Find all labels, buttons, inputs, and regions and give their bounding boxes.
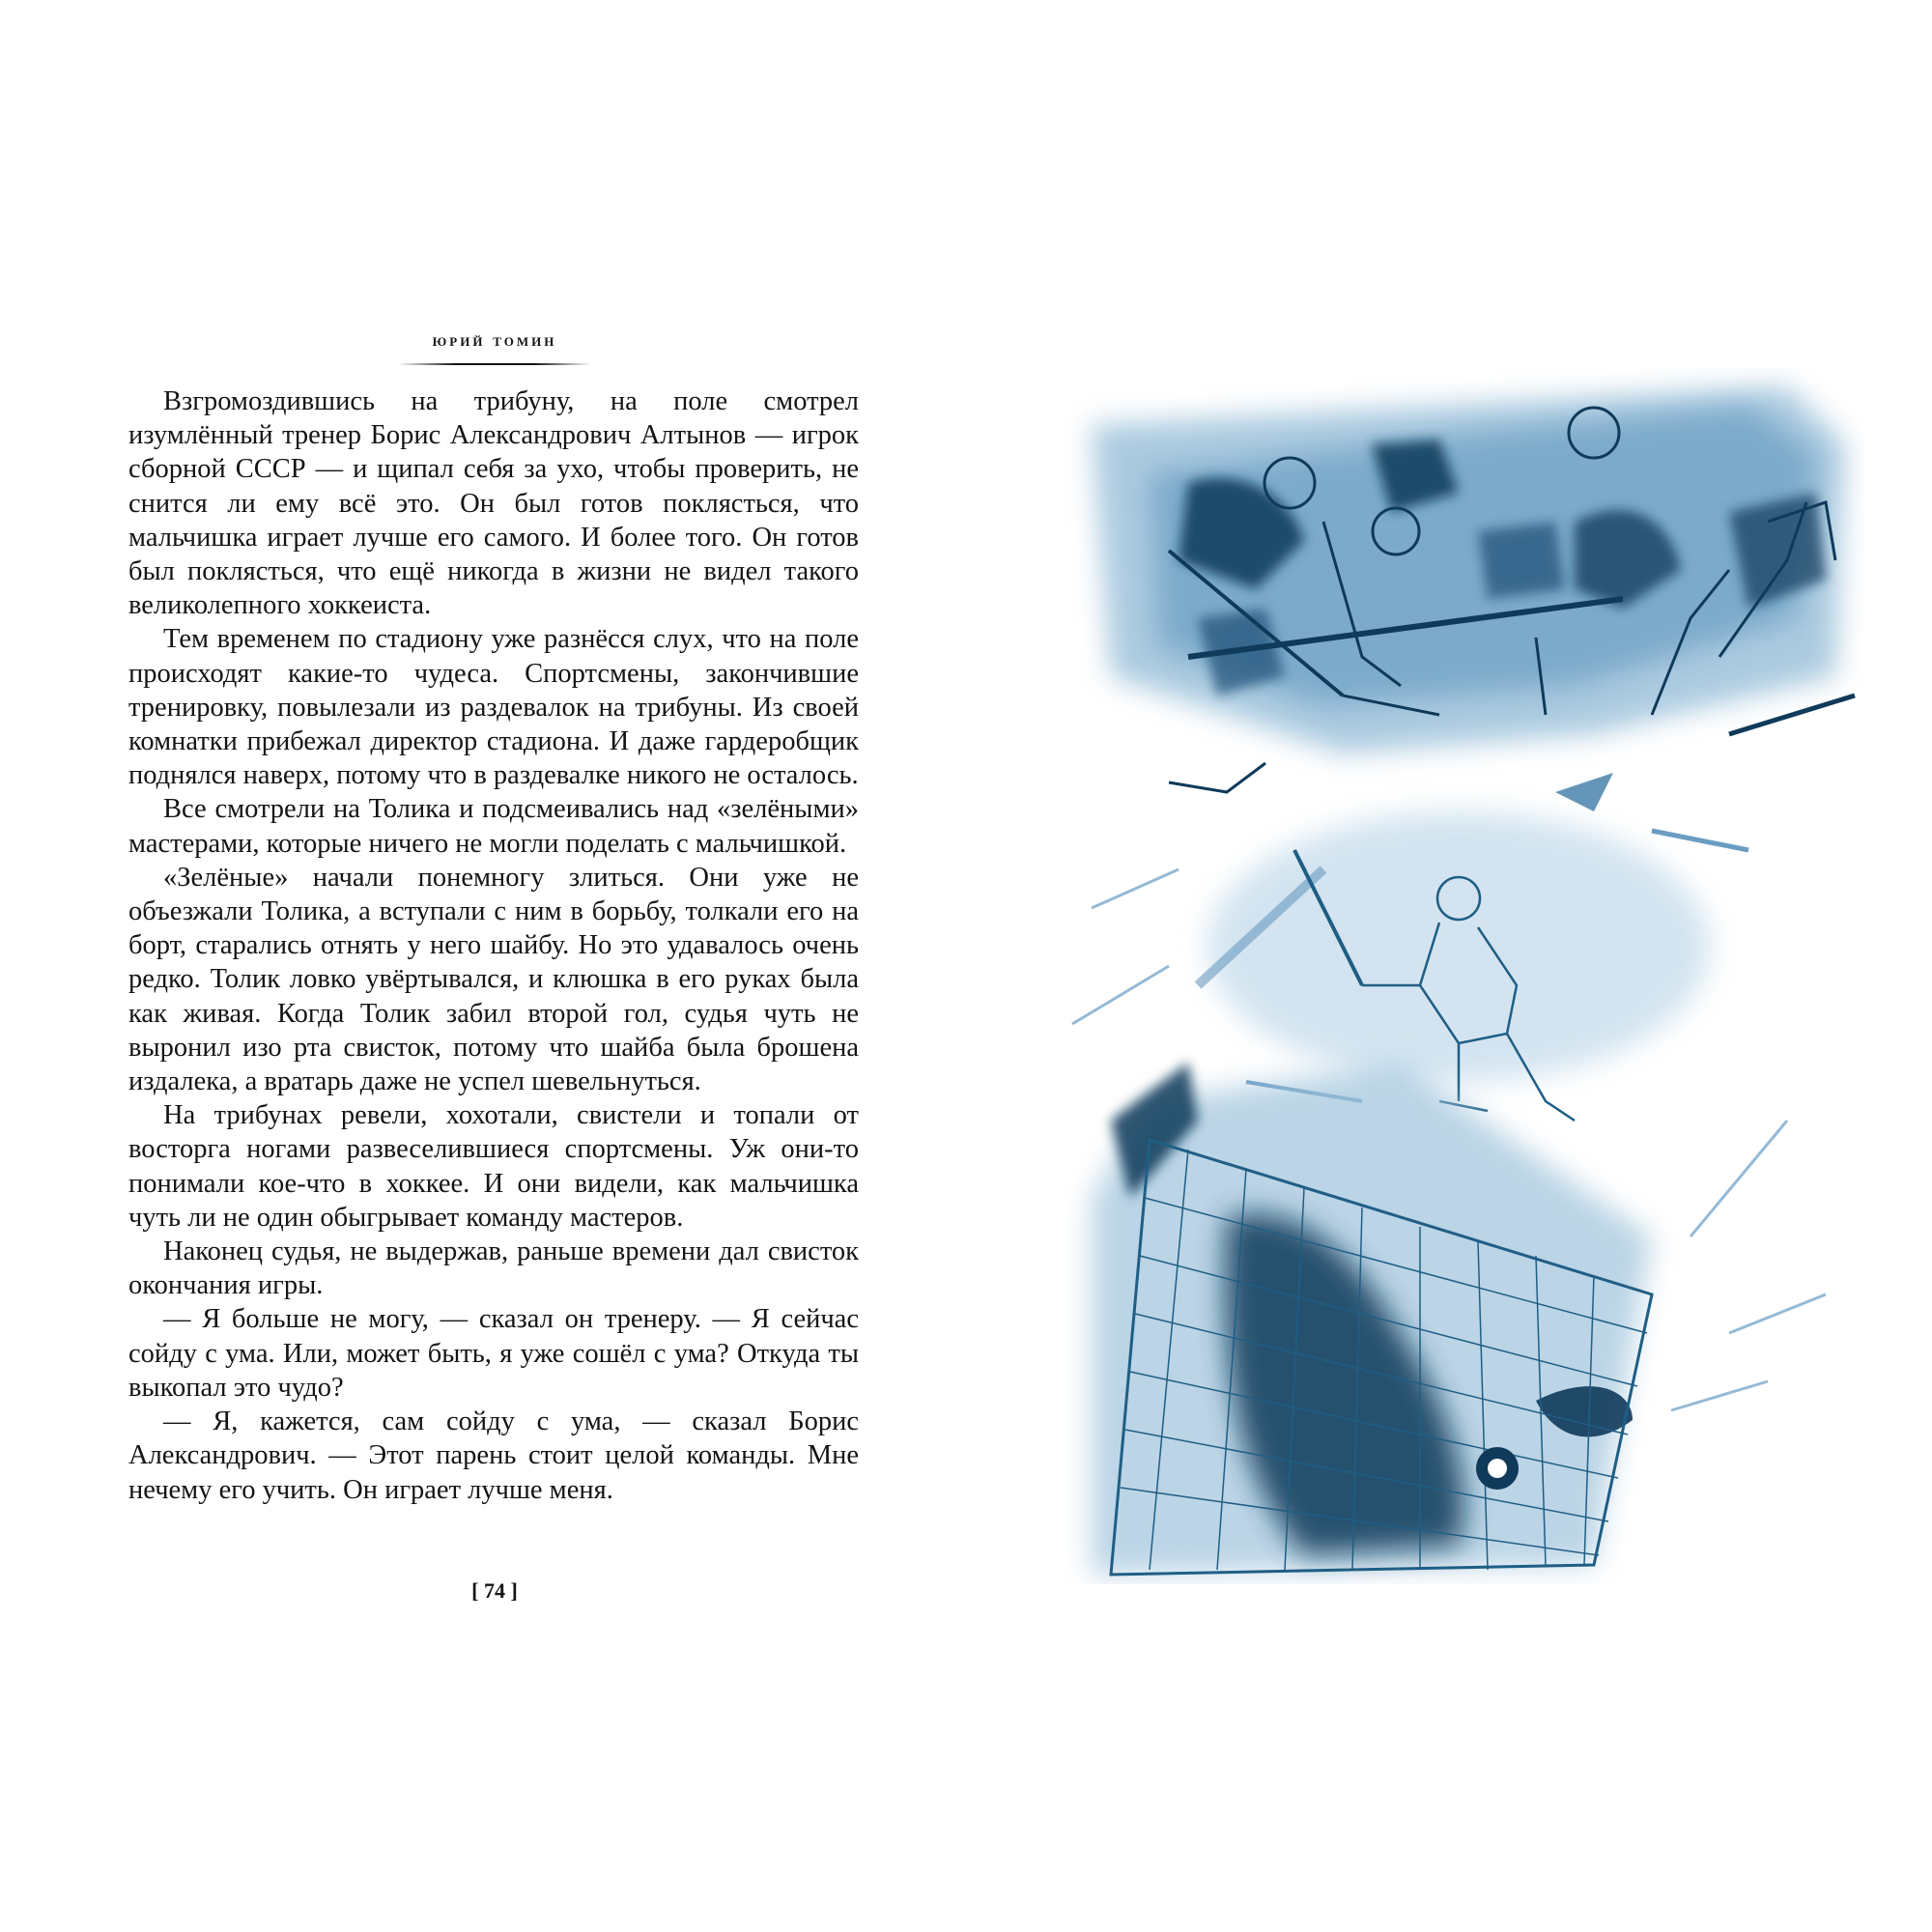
skater-wash xyxy=(1198,773,1748,1101)
running-head-rule xyxy=(398,363,591,365)
paragraph: Наконец судья, не выдержав, раньше времени дал свисток окончания игры. xyxy=(128,1236,859,1301)
hockey-illustration xyxy=(1053,367,1864,1584)
paragraph: На трибунах ревели, хохотали, свистели и топали от восторга ногами развеселившиеся спортсмены. Уж они-то понимали кое-что в хоккее. И они видели, как мальчишка чуть ли не один обыгрывает команду мастеров. xyxy=(128,1100,859,1233)
goal-wash xyxy=(1092,1063,1652,1575)
paragraph: — Я, кажется, сам сойду с ума, — сказал Борис Александрович. — Этот парень стоит целой команды. Мне нечему его учить. Он играет лучше меня. xyxy=(128,1406,859,1505)
paragraph: «Зелёные» начали понемногу злиться. Они уже не объезжали Толика, а вступали с ним в борьбу, толкали его на борт, старались отнять у него шайбу. Но это удавалось очень редко. Толик ловко увёртывался, и клюшка в его руках была как живая. Когда Толик забил второй гол, судья чуть не выронил изо рта свисток, потому что шайба была брошена издалека, а вратарь даже не успел шевельнуться. xyxy=(128,862,859,1097)
players-group-wash xyxy=(1092,386,1845,753)
paragraph: Тем временем по стадиону уже разнёсся слух, что на поле происходят какие-то чудеса. Спортсмены, закончившие тренировку, повылезали из раздевалок на трибуны. Из своей комнатки прибежал директор стадиона. И даже гардеробщик поднялся наверх, потому что в раздевалке никого не осталось. xyxy=(128,624,859,791)
paragraph: — Я больше не могу, — сказал он тренеру. — Я сейчас сойду с ума. Или, может быть, я уже сошёл с ума? Откуда ты выкопал это чудо? xyxy=(128,1304,859,1403)
running-head: юрий томин xyxy=(432,330,557,351)
paragraph: Взгромоздившись на трибуну, на поле смотрел изумлённый тренер Борис Александрович Алтынов — игрок сборной СССР — и щипал себя за ухо, чтобы проверить, не снится ли ему всё это. Он был готов поклясться, что мальчишка играет лучше его самого. И более того. Он готов был поклясться, что ещё никогда в жизни не видел такого великолепного хоккеиста. xyxy=(128,386,859,621)
body-text xyxy=(128,384,859,1507)
puck-highlight xyxy=(1488,1459,1507,1478)
paragraph: Все смотрели на Толика и подсмеивались над «зелёными» мастерами, которые ничего не могли поделать с мальчишкой. xyxy=(128,794,859,859)
stick-mark xyxy=(1729,696,1855,734)
page-number: [ 74 ] xyxy=(471,1578,518,1603)
